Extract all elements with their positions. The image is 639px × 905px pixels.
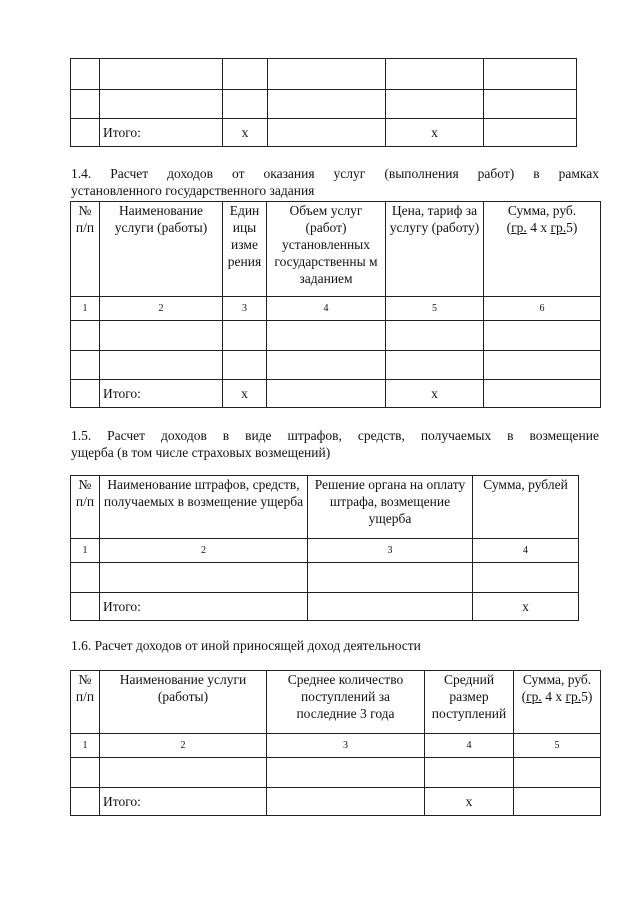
table-row	[71, 351, 601, 380]
table-row	[71, 321, 601, 351]
col-header-volume: Объем услуг (работ) установленных государственны м заданием	[267, 202, 386, 297]
total-row	[71, 119, 577, 147]
services-income-table	[70, 201, 601, 408]
total-x-amount: x	[425, 788, 514, 816]
col-header-fine-name: Наименование штрафов, средств, получаемых в возмещение ущерба	[100, 476, 308, 539]
col-header-avg-amount: Средний размер поступлений	[425, 671, 514, 734]
column-number-row: 1 2 3 4	[71, 539, 579, 563]
total-x-units: x	[223, 119, 268, 147]
col-header-number: № п/п	[71, 202, 100, 297]
col-header-sum: Сумма, руб. (гр. 4 х гр.5)	[514, 671, 601, 734]
total-label: Итого:	[100, 119, 223, 147]
column-number-row: 1 2 3 4 5 6	[71, 297, 601, 321]
section-1-5-heading-line1: 1.5. Расчет доходов в виде штрафов, средств, получаемых в возмещение	[71, 428, 599, 443]
total-label: Итого:	[100, 380, 223, 408]
col-header-service-name: Наименование услуги (работы)	[100, 202, 223, 297]
total-row	[71, 380, 601, 408]
total-x-sum: x	[473, 593, 579, 621]
header-row	[71, 476, 579, 539]
section-1-4-heading	[71, 165, 599, 199]
col-header-decision: Решение органа на оплату штрафа, возмещение ущерба	[308, 476, 473, 539]
total-x-price: x	[386, 380, 484, 408]
total-x-units: x	[223, 380, 267, 408]
fines-income-table	[70, 475, 579, 621]
header-row	[71, 671, 601, 734]
table-row	[71, 59, 577, 90]
col-header-units: Един ицы изме рения	[223, 202, 267, 297]
total-x-price: x	[386, 119, 484, 147]
other-income-table	[70, 670, 601, 816]
section-1-6-heading: 1.6. Расчет доходов от иной приносящей доход деятельности	[71, 638, 421, 653]
col-header-number: № п/п	[71, 476, 100, 539]
col-header-service-name: Наименование услуги (работы)	[100, 671, 267, 734]
table-row	[71, 90, 577, 119]
col-header-avg-count: Среднее количество поступлений за последние 3 года	[267, 671, 425, 734]
section-1-4-heading-line1: 1.4. Расчет доходов от оказания услуг (выполнения работ) в рамках	[71, 166, 599, 181]
col-header-number: № п/п	[71, 671, 100, 734]
column-number-row: 1 2 3 4 5	[71, 734, 601, 758]
header-row	[71, 202, 601, 297]
previous-section-table	[70, 58, 577, 147]
table-row	[71, 563, 579, 593]
total-row	[71, 788, 601, 816]
table-row	[71, 758, 601, 788]
col-header-sum: Сумма, рублей	[473, 476, 579, 539]
col-header-sum: Сумма, руб. (гр. 4 х гр.5)	[484, 202, 601, 297]
col-header-price: Цена, тариф за услугу (работу)	[386, 202, 484, 297]
total-label: Итого:	[100, 593, 308, 621]
section-1-4-heading-line2: установленного государственного задания	[71, 183, 315, 198]
section-1-5-heading	[71, 427, 599, 461]
total-row	[71, 593, 579, 621]
total-label: Итого:	[100, 788, 267, 816]
section-1-5-heading-line2: ущерба (в том числе страховых возмещений)	[71, 445, 331, 460]
